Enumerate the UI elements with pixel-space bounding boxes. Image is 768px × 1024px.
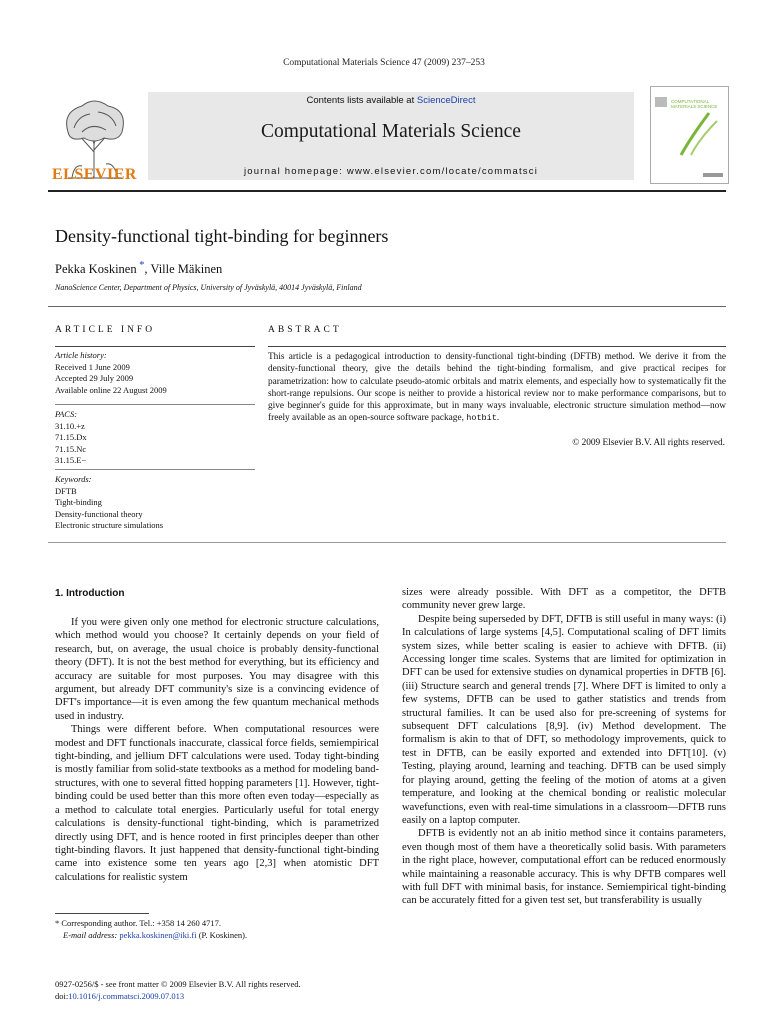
corresponding-author-footnote [55, 918, 247, 941]
pacs-item: 71.15.Dx [55, 432, 87, 442]
cover-title: COMPUTATIONAL MATERIALS SCIENCE [671, 99, 718, 109]
paper-title: Density-functional tight-binding for beginners [55, 226, 389, 246]
keyword-item: Density-functional theory [55, 508, 143, 519]
pacs-list [55, 409, 255, 467]
abstract-text: This article is a pedagogical introduction to density-functional tight-binding (DFTB) method. We derive it from the density-functional theory, give the details behind the tight-binding formalism, and give practical recipes for parametrization: how to calculate pseudo-atomic orbitals and matrix elements, and especially how to systematically fit the short-range repulsions. Our scope is neither to provide a historical review nor to make performance comparisons, but to give beginner's guide for this approximate, but in many ways invaluable, electronic structure simulation method—now freely available as an open-source software package, [268, 352, 726, 424]
keyword-item: DFTB [55, 485, 77, 496]
body-paragraph: DFTB is evidently not an ab initio method since it contains parameters, even though most of them have a theoretically solid basis. With parameters in the right place, however, computational effort can be reduced enormously while maintaining a reasonable accuracy. This is why DFTB compares well with full DFT with minimal basis, for instance. Semiempirical tight-binding can be accurately fitted for a given test set, but transferability is usually [402, 828, 726, 907]
sciencedirect-link[interactable]: ScienceDirect [416, 95, 476, 106]
body-paragraph: sizes were already possible. With DFT as a competitor, the DFTB community never grew large. [402, 587, 726, 612]
affiliation: NanoScience Center, Department of Physics, University of Jyväskylä, 40014 Jyväskylä, Finland [55, 283, 362, 292]
corresponding-author-note: * Corresponding author. Tel.: +358 14 260 4717. [55, 918, 222, 928]
journal-masthead [148, 92, 634, 180]
author-line [55, 260, 222, 277]
author-separator: , [144, 262, 151, 277]
journal-cover-thumbnail [650, 86, 729, 184]
email-owner: (P. Koskinen). [198, 929, 248, 940]
pacs-item: 71.15.Nc [55, 443, 87, 454]
keywords-list [55, 474, 255, 532]
article-info-heading: ARTICLE INFO [55, 325, 156, 335]
history-label: Article history: [55, 350, 107, 360]
body-paragraph: Despite being superseded by DFT, DFTB is still useful in many ways: (i) In calculations of large systems [4,5]. Computational scaling of DFT limits system sizes, while better scaling is easier to achieve with DFTB. (ii) Accessing longer time scales. Systems that are limited for optimization in DFT can be used for extensive studies on dynamical properties in DFTB [6]. (iii) Structure search and general trends [7]. Where DFT is limited to only a few systems, DFTB can be used to gather statistics and trends from structural families. It can be used also for pre-screening of systems for subsequent DFT calculations [8,9]. (iv) Method development. The formalism is akin to that of DFT, so methodology improvements, quick to test in DFTB, can be easily exported and extended into DFT[10]. (v) Testing, playing around, learning and teaching. DFTB can be used simply for playing around, getting the feeling of the motion of atoms at a given temperature, and looking at the chemical bonding or realistic molecular wavefunctions, even with real-time simulations in a classroom—DFTB runs easily on a laptop computer. [402, 613, 726, 826]
body-divider [48, 542, 726, 543]
email-label: E-mail address: [63, 929, 118, 940]
article-info-rule [55, 346, 255, 347]
abstract-heading: ABSTRACT [268, 325, 342, 335]
author-name: Ville Mäkinen [150, 262, 223, 277]
keyword-item: Electronic structure simulations [55, 520, 164, 530]
author-name: Pekka Koskinen [55, 262, 137, 277]
contents-prefix: Contents lists available at [306, 95, 417, 106]
top-divider [48, 190, 726, 192]
info-separator [55, 404, 255, 405]
left-text-column [55, 616, 379, 884]
corresponding-author-mark[interactable]: * [136, 260, 145, 271]
journal-title: Computational Materials Science [261, 121, 521, 142]
pacs-item: 31.15.E− [55, 455, 87, 465]
abstract-body: This article is a pedagogical introduction to density-functional tight-binding (DFTB) method. We derive it from the density-functional theory, give the details behind the tight-binding formalism, and give practical recipes for parametrization: how to calculate pseudo-atomic orbitals and matrix elements, and especially how to systematically fit the short-range repulsions. Our scope is neither to provide a historical review nor to make performance comparisons, but to give beginner's guide for this approximate, but in many ways invaluable, electronic structure simulation method—now freely available as an open-source software package, hotbit. [268, 352, 726, 424]
history-item: Available online 22 August 2009 [55, 384, 167, 395]
email-link[interactable]: pekka.koskinen@iki.fi [119, 929, 197, 940]
journal-reference: Computational Materials Science 47 (2009) 237–253 [283, 58, 485, 68]
issn-line: 0927-0256/$ - see front matter © 2009 Elsevier B.V. All rights reserved. [55, 979, 301, 989]
footnote-rule [55, 913, 149, 914]
history-item: Received 1 June 2009 [55, 361, 130, 372]
right-text-column [402, 586, 726, 908]
contents-line [148, 95, 634, 106]
info-separator [55, 469, 255, 470]
software-package-name: hotbit [466, 413, 497, 424]
front-matter [55, 979, 301, 1002]
publisher-name: ELSEVIER [52, 166, 137, 183]
abstract-rule [268, 346, 726, 347]
introduction-heading: 1. Introduction [55, 588, 125, 599]
doi-label: doi: [55, 990, 69, 1001]
body-paragraph: If you were given only one method for electronic structure calculations, which method would you choose? It certainly depends on your field of research, but, on average, the usual choice is probably density-functional theory (DFT). It is not the best method for everything, but its efficiency and accuracy are suitable for most purposes. You may disagree with this argument, but already DFT community's size is a convincing evidence of DFT's importance—it is even among the few quantum mechanical methods used in industry. [55, 617, 379, 722]
keyword-item: Tight-binding [55, 497, 102, 507]
pacs-item: 31.10.+z [55, 420, 85, 431]
abstract-copyright: © 2009 Elsevier B.V. All rights reserved. [572, 438, 725, 448]
journal-homepage-link[interactable]: journal homepage: www.elsevier.com/locate/commatsci [243, 166, 539, 177]
pacs-label: PACS: [55, 409, 78, 419]
article-history [55, 350, 255, 396]
doi-link[interactable]: 10.1016/j.commatsci.2009.07.013 [68, 990, 185, 1001]
history-item: Accepted 29 July 2009 [55, 373, 134, 383]
section-divider [48, 306, 726, 307]
body-paragraph: Things were different before. When computational resources were modest and DFT functionals inaccurate, classical force fields, semiempirical tight-binding, and jellium DFT calculations were used. Today tight-binding is mostly familiar from solid-state textbooks as a method for modeling band-structures, with one to several fitted hopping parameters [1]. However, tight-binding could be used better than this more often even today—especially as a method to calculate total energies. Particularly useful for total energy calculations is density-functional tight-binding, which is parametrized directly using DFT, and is hence rooted in first principles deeper than other tight-binding flavors. It just happened that density-functional tight-binding came into existence some ten years ago [2,3] when atomistic DFT calculations for realistic system [55, 724, 379, 883]
keywords-label: Keywords: [55, 474, 92, 484]
